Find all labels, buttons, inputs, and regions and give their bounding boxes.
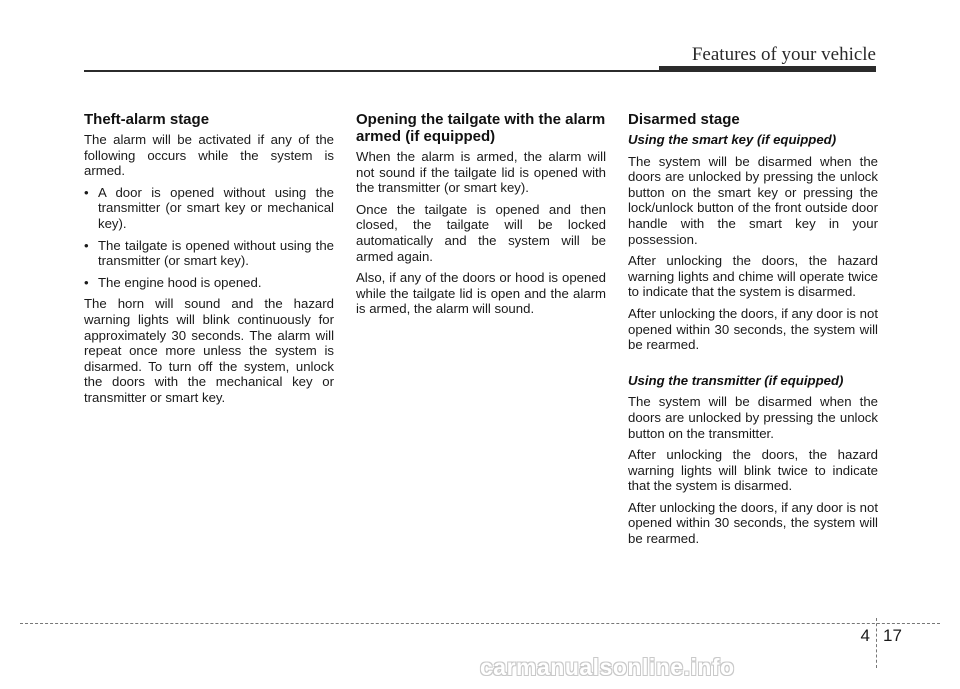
- paragraph-tailgate-2: Once the tailgate is opened and then closed, the tailgate will be locked automatically and the system will be armed again.: [356, 201, 606, 264]
- chapter-number: 4: [860, 626, 870, 645]
- heading-disarmed-stage: Disarmed stage: [628, 111, 740, 128]
- heading-opening-tailgate: Opening the tailgate with the alarm armed (if equipped): [356, 111, 606, 145]
- paragraph-transmitter-1: The system will be disarmed when the doors are unlocked by pressing the unlock button on the transmitter.: [628, 394, 878, 441]
- watermark: carmanualsonline.info: [480, 654, 735, 680]
- paragraph-transmitter-3: After unlocking the doors, if any door is not opened within 30 seconds, the system will be rearmed.: [628, 499, 878, 547]
- paragraph-smartkey-1: The system will be disarmed when the doors are unlocked by pressing the unlock button on the smart key or pressing the lock/unlock button of the front outside door handle with the smart key in your possession.: [628, 153, 878, 247]
- column-theft-alarm: [84, 111, 334, 412]
- heading-theft-alarm-stage: Theft-alarm stage: [84, 111, 210, 128]
- footer-divider: [876, 618, 877, 668]
- page-number: 17: [883, 626, 902, 645]
- footer-rule: [20, 623, 940, 624]
- subheading-transmitter: Using the transmitter (if equipped): [628, 372, 844, 388]
- list-item: • The engine hood is opened.: [84, 275, 334, 291]
- paragraph-smartkey-2: After unlocking the doors, the hazard warning lights and chime will operate twice to indicate that the system is disarmed.: [628, 253, 878, 300]
- theft-trigger-list: [84, 185, 334, 291]
- paragraph-theft-body: The horn will sound and the hazard warning lights will blink continuously for approximately 30 seconds. The alarm will repeat once more unless the system is disarmed. To turn off the system, unlock the doors with the mechanical key or transmitter or smart key.: [84, 296, 334, 405]
- list-item: • The tailgate is opened without using the transmitter (or smart key).: [84, 238, 334, 269]
- column-disarmed: [628, 111, 878, 553]
- section-header-title: Features of your vehicle: [691, 44, 876, 65]
- list-item: • A door is opened without using the transmitter (or smart key or mechanical key).: [84, 185, 334, 232]
- header-rule-accent: [659, 66, 876, 72]
- paragraph-theft-intro: The alarm will be activated if any of the following occurs while the system is armed.: [84, 132, 334, 179]
- subheading-smart-key: Using the smart key (if equipped): [628, 132, 837, 147]
- paragraph-tailgate-1: When the alarm is armed, the alarm will not sound if the tailgate lid is opened with the transmitter (or smart key).: [356, 149, 606, 196]
- paragraph-smartkey-3: After unlocking the doors, if any door is not opened within 30 seconds, the system will be rearmed.: [628, 305, 878, 353]
- column-tailgate: [356, 111, 606, 323]
- paragraph-tailgate-3: Also, if any of the doors or hood is opened while the tailgate lid is open and the alarm is armed, the alarm will sound.: [356, 270, 606, 317]
- paragraph-transmitter-2: After unlocking the doors, the hazard warning lights will blink twice to indicate that the system is disarmed.: [628, 447, 878, 494]
